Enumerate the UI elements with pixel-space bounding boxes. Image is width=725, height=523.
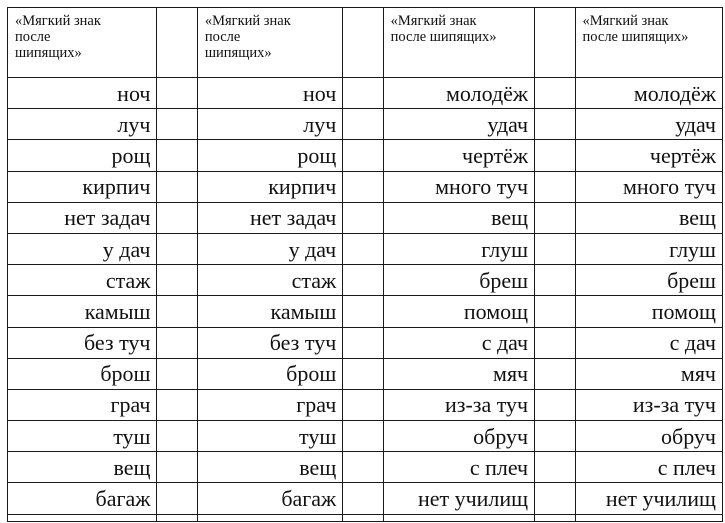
word-cell: туш — [197, 421, 342, 452]
header-line: после шипящих» — [390, 29, 497, 45]
gap-cell — [157, 389, 197, 420]
header-line: «Мягкий знак — [204, 13, 291, 29]
word-cell: нет задач — [8, 202, 157, 233]
gap-cell — [535, 389, 575, 420]
gap-cell — [343, 296, 383, 327]
gap-cell — [535, 233, 575, 264]
word-cell: ноч — [8, 78, 157, 109]
word-cell: грач — [8, 389, 157, 420]
word-cell: грач — [197, 389, 342, 420]
word-cell: вещ — [383, 202, 534, 233]
word-cell: стаж — [197, 265, 342, 296]
word-cell: багаж — [197, 483, 342, 514]
word-cell: нет задач — [197, 202, 342, 233]
word-cell: с плеч — [575, 452, 722, 483]
gap-cell — [157, 202, 197, 233]
table-row — [8, 265, 723, 296]
gap-cell — [343, 78, 383, 109]
gap-cell — [343, 421, 383, 452]
gap-cell — [535, 78, 575, 109]
gap-cell — [343, 483, 383, 514]
word-cell: нет училищ — [383, 483, 534, 514]
word-cell: без туч — [197, 327, 342, 358]
header-row — [8, 8, 723, 78]
word-cell: мяч — [575, 358, 722, 389]
gap-cell — [157, 358, 197, 389]
word-cell: с дач — [383, 327, 534, 358]
header-line: шипящих» — [204, 45, 272, 61]
gap-cell — [343, 265, 383, 296]
table-row — [8, 421, 723, 452]
word-table — [7, 7, 723, 522]
gap-cell — [157, 327, 197, 358]
gap-cell — [343, 171, 383, 202]
gap-cell — [343, 358, 383, 389]
gap-cell — [157, 265, 197, 296]
word-cell: туш — [8, 421, 157, 452]
word-cell: у дач — [8, 233, 157, 264]
word-cell: кирпич — [8, 171, 157, 202]
word-cell: ноч — [197, 78, 342, 109]
column-header-3 — [383, 8, 534, 78]
gap-cell — [157, 8, 197, 78]
gap-cell — [535, 421, 575, 452]
empty-cell — [157, 514, 197, 521]
word-cell: чертёж — [383, 140, 534, 171]
gap-cell — [535, 171, 575, 202]
word-table-body — [8, 8, 723, 522]
word-cell: обруч — [575, 421, 722, 452]
header-line: «Мягкий знак — [390, 13, 477, 29]
table-row — [8, 202, 723, 233]
gap-cell — [535, 327, 575, 358]
gap-cell — [343, 233, 383, 264]
word-cell: у дач — [197, 233, 342, 264]
word-cell: с дач — [575, 327, 722, 358]
gap-cell — [535, 296, 575, 327]
gap-cell — [535, 452, 575, 483]
word-cell: молодёж — [575, 78, 722, 109]
word-cell: вещ — [8, 452, 157, 483]
table-row — [8, 171, 723, 202]
word-cell: багаж — [8, 483, 157, 514]
word-cell: мяч — [383, 358, 534, 389]
word-cell: из-за туч — [383, 389, 534, 420]
table-row — [8, 140, 723, 171]
gap-cell — [157, 483, 197, 514]
word-cell: удач — [575, 109, 722, 140]
empty-cell — [8, 514, 157, 521]
word-cell: луч — [8, 109, 157, 140]
header-line: «Мягкий знак — [582, 13, 669, 29]
gap-cell — [535, 202, 575, 233]
gap-cell — [343, 202, 383, 233]
header-line: «Мягкий знак — [15, 13, 101, 29]
gap-cell — [157, 78, 197, 109]
header-line: после — [204, 29, 241, 45]
word-cell: рощ — [197, 140, 342, 171]
word-cell: чертёж — [575, 140, 722, 171]
table-row — [8, 452, 723, 483]
gap-cell — [343, 327, 383, 358]
table-row — [8, 233, 723, 264]
table-row — [8, 514, 723, 521]
gap-cell — [343, 389, 383, 420]
gap-cell — [535, 8, 575, 78]
gap-cell — [157, 171, 197, 202]
word-cell: луч — [197, 109, 342, 140]
header-line: после — [15, 29, 51, 45]
gap-cell — [157, 452, 197, 483]
table-row — [8, 78, 723, 109]
table-row — [8, 296, 723, 327]
gap-cell — [343, 140, 383, 171]
gap-cell — [157, 233, 197, 264]
word-cell: обруч — [383, 421, 534, 452]
word-cell: нет училищ — [575, 483, 722, 514]
word-cell: молодёж — [383, 78, 534, 109]
gap-cell — [343, 8, 383, 78]
gap-cell — [157, 140, 197, 171]
table-row — [8, 358, 723, 389]
gap-cell — [535, 358, 575, 389]
table-row — [8, 483, 723, 514]
word-cell: глуш — [575, 233, 722, 264]
word-cell: бреш — [575, 265, 722, 296]
table-row — [8, 327, 723, 358]
word-cell: без туч — [8, 327, 157, 358]
header-line: шипящих» — [15, 45, 82, 61]
word-cell: брош — [8, 358, 157, 389]
column-header-4 — [575, 8, 722, 78]
word-cell: с плеч — [383, 452, 534, 483]
empty-cell — [197, 514, 342, 521]
word-cell: вещ — [197, 452, 342, 483]
word-cell: глуш — [383, 233, 534, 264]
gap-cell — [157, 109, 197, 140]
word-cell: помощ — [575, 296, 722, 327]
word-cell: камыш — [8, 296, 157, 327]
gap-cell — [343, 109, 383, 140]
gap-cell — [157, 421, 197, 452]
gap-cell — [343, 452, 383, 483]
word-cell: из-за туч — [575, 389, 722, 420]
word-cell: много туч — [383, 171, 534, 202]
empty-cell — [343, 514, 383, 521]
word-cell: кирпич — [197, 171, 342, 202]
empty-cell — [535, 514, 575, 521]
empty-cell — [575, 514, 722, 521]
empty-cell — [383, 514, 534, 521]
header-line: после шипящих» — [582, 29, 689, 45]
word-cell: брош — [197, 358, 342, 389]
gap-cell — [535, 109, 575, 140]
gap-cell — [535, 483, 575, 514]
table-row — [8, 109, 723, 140]
gap-cell — [157, 296, 197, 327]
gap-cell — [535, 265, 575, 296]
word-cell: камыш — [197, 296, 342, 327]
column-header-1 — [8, 8, 157, 78]
gap-cell — [535, 140, 575, 171]
word-cell: рощ — [8, 140, 157, 171]
word-cell: удач — [383, 109, 534, 140]
word-cell: много туч — [575, 171, 722, 202]
word-cell: вещ — [575, 202, 722, 233]
column-header-2 — [197, 8, 342, 78]
table-row — [8, 389, 723, 420]
word-cell: стаж — [8, 265, 157, 296]
word-cell: помощ — [383, 296, 534, 327]
word-cell: бреш — [383, 265, 534, 296]
